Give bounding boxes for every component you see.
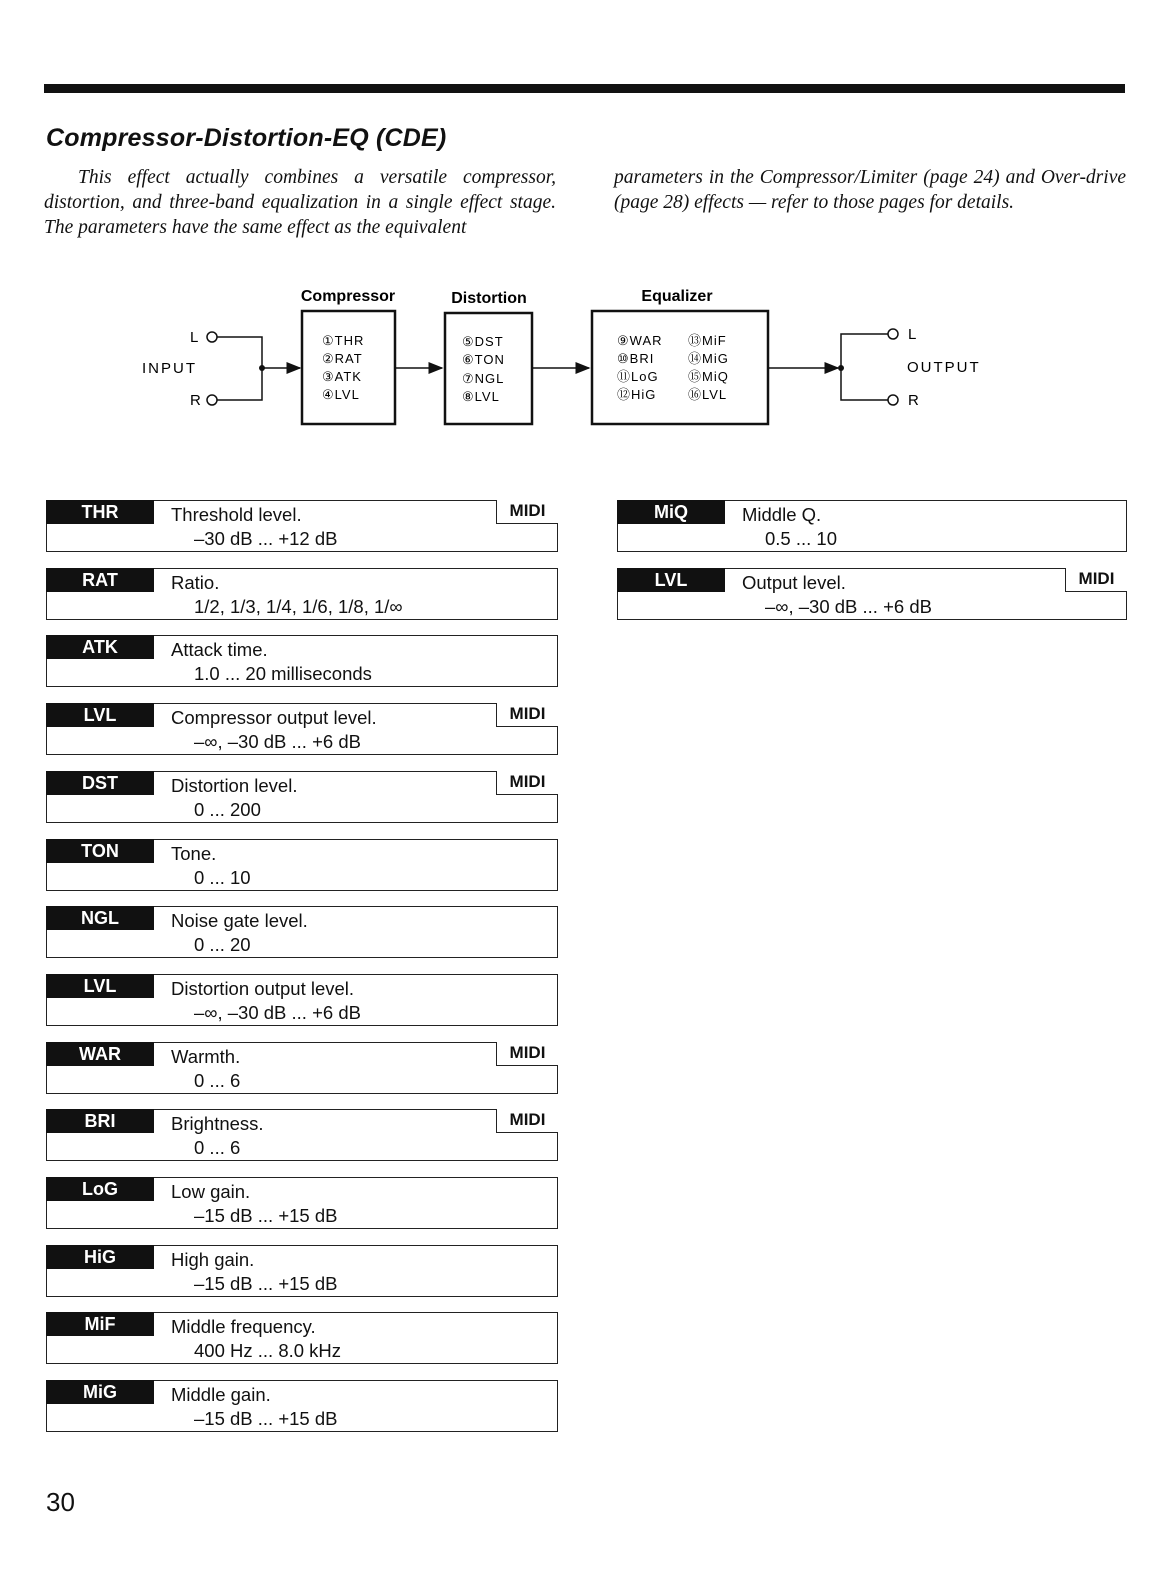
- param-description: Threshold level.: [171, 504, 302, 525]
- param-description: Warmth.: [171, 1046, 241, 1067]
- output-l-jack: [888, 329, 898, 339]
- compressor-item-4: ④LVL: [322, 387, 360, 402]
- distortion-title: Distortion: [451, 290, 527, 307]
- param-row-ngl: [46, 906, 558, 958]
- input-l-label: L: [190, 329, 199, 346]
- param-description: Ratio.: [171, 572, 220, 593]
- param-row-mig: [46, 1380, 558, 1432]
- param-range: 0.5 ... 10: [765, 528, 837, 549]
- param-range: 0 ... 10: [194, 867, 251, 888]
- param-row-log: [46, 1177, 558, 1229]
- param-range: –15 dB ... +15 dB: [194, 1205, 338, 1226]
- param-code: MiQ: [617, 500, 725, 524]
- param-description: Brightness.: [171, 1113, 264, 1134]
- distortion-item-3: ⑦NGL: [462, 371, 505, 386]
- equalizer-title: Equalizer: [641, 288, 713, 305]
- param-range: –15 dB ... +15 dB: [194, 1408, 338, 1429]
- midi-badge: MIDI: [496, 771, 558, 795]
- equalizer-item-10: ⑩BRI: [617, 351, 655, 366]
- distortion-item-2: ⑥TON: [462, 352, 505, 367]
- intro-text-left: This effect actually combines a versatile compressor, distortion, and three-band equalization in a single effect stage. The parameters have the same effect as the equivalent: [44, 167, 556, 238]
- param-code: BRI: [46, 1109, 154, 1133]
- param-range: 400 Hz ... 8.0 kHz: [194, 1340, 342, 1361]
- param-row-thr: [46, 500, 558, 552]
- param-row-rat: [46, 568, 558, 620]
- param-code: LVL: [617, 568, 725, 592]
- output-split-lines: [841, 334, 888, 400]
- param-range: –15 dB ... +15 dB: [194, 1273, 338, 1294]
- param-description: Middle frequency.: [171, 1316, 316, 1337]
- param-description: Distortion level.: [171, 775, 298, 796]
- param-description: Low gain.: [171, 1181, 251, 1202]
- distortion-item-4: ⑧LVL: [462, 389, 500, 404]
- equalizer-block: [592, 311, 768, 424]
- param-range: –∞, –30 dB ... +6 dB: [194, 731, 361, 752]
- equalizer-item-13: ⑬MiF: [688, 333, 727, 348]
- param-code: TON: [46, 839, 154, 863]
- midi-badge: MIDI: [496, 1042, 558, 1066]
- input-merge-lines: [217, 337, 300, 400]
- param-code: DST: [46, 771, 154, 795]
- compressor-item-2: ②RAT: [322, 351, 363, 366]
- top-rule: [44, 84, 1125, 93]
- param-description: Tone.: [171, 843, 217, 864]
- intro-text-right: parameters in the Compressor/Limiter (page 24) and Over-drive (page 28) effects — refer to those pages for details.: [614, 167, 1126, 213]
- distortion-item-1: ⑤DST: [462, 334, 504, 349]
- input-junction-dot: [259, 365, 265, 371]
- equalizer-item-11: ⑪LoG: [617, 369, 659, 384]
- param-row-lvl: [46, 703, 558, 755]
- input-r-jack: [207, 395, 217, 405]
- param-range: –30 dB ... +12 dB: [194, 528, 338, 549]
- param-row-war: [46, 1042, 558, 1094]
- param-description: Noise gate level.: [171, 910, 308, 931]
- equalizer-item-9: ⑨WAR: [617, 333, 663, 348]
- param-row-ton: [46, 839, 558, 891]
- param-row-atk: [46, 635, 558, 687]
- param-range: –∞, –30 dB ... +6 dB: [194, 1002, 361, 1023]
- param-code: HiG: [46, 1245, 154, 1269]
- equalizer-item-14: ⑭MiG: [688, 351, 729, 366]
- param-code: LVL: [46, 974, 154, 998]
- param-code: MiG: [46, 1380, 154, 1404]
- param-range: 1/2, 1/3, 1/4, 1/6, 1/8, 1/∞: [194, 596, 403, 617]
- param-code: RAT: [46, 568, 154, 592]
- param-range: 0 ... 6: [194, 1137, 241, 1158]
- param-description: Compressor output level.: [171, 707, 377, 728]
- param-range: 0 ... 20: [194, 934, 251, 955]
- output-label: OUTPUT: [907, 359, 981, 376]
- midi-badge: MIDI: [496, 1109, 558, 1133]
- param-description: Attack time.: [171, 639, 268, 660]
- param-code: THR: [46, 500, 154, 524]
- param-code: MiF: [46, 1312, 154, 1336]
- input-r-label: R: [190, 392, 201, 409]
- compressor-title: Compressor: [300, 288, 396, 305]
- param-range: 0 ... 200: [194, 799, 261, 820]
- param-description: Middle gain.: [171, 1384, 271, 1405]
- midi-badge: MIDI: [496, 703, 558, 727]
- param-row-dst: [46, 771, 558, 823]
- param-code: WAR: [46, 1042, 154, 1066]
- compressor-block: [302, 311, 395, 424]
- equalizer-item-15: ⑮MiQ: [688, 369, 729, 384]
- equalizer-item-12: ⑫HiG: [617, 387, 657, 402]
- compressor-item-1: ①THR: [322, 333, 365, 348]
- param-code: ATK: [46, 635, 154, 659]
- param-row-hig: [46, 1245, 558, 1297]
- midi-badge: MIDI: [496, 500, 558, 524]
- distortion-block: [445, 313, 532, 424]
- param-range: 0 ... 6: [194, 1070, 241, 1091]
- output-l-label: L: [908, 326, 917, 343]
- param-description: High gain.: [171, 1249, 255, 1270]
- section-title: Compressor-Distortion-EQ (CDE): [46, 124, 447, 152]
- signal-flow-diagram: [0, 270, 1167, 445]
- output-r-jack: [888, 395, 898, 405]
- input-label: INPUT: [142, 360, 197, 377]
- param-code: LoG: [46, 1177, 154, 1201]
- param-code: NGL: [46, 906, 154, 930]
- output-r-label: R: [908, 392, 919, 409]
- param-row-lvl: [617, 568, 1127, 620]
- param-range: 1.0 ... 20 milliseconds: [194, 663, 372, 684]
- page-number: 30: [46, 1487, 75, 1517]
- param-row-bri: [46, 1109, 558, 1161]
- param-range: –∞, –30 dB ... +6 dB: [765, 596, 932, 617]
- param-row-miq: [617, 500, 1127, 552]
- param-description: Distortion output level.: [171, 978, 355, 999]
- compressor-item-3: ③ATK: [322, 369, 362, 384]
- param-code: LVL: [46, 703, 154, 727]
- param-description: Middle Q.: [742, 504, 822, 525]
- param-row-lvl: [46, 974, 558, 1026]
- param-description: Output level.: [742, 572, 846, 593]
- input-l-jack: [207, 332, 217, 342]
- param-row-mif: [46, 1312, 558, 1364]
- equalizer-item-16: ⑯LVL: [688, 387, 728, 402]
- midi-badge: MIDI: [1065, 568, 1127, 592]
